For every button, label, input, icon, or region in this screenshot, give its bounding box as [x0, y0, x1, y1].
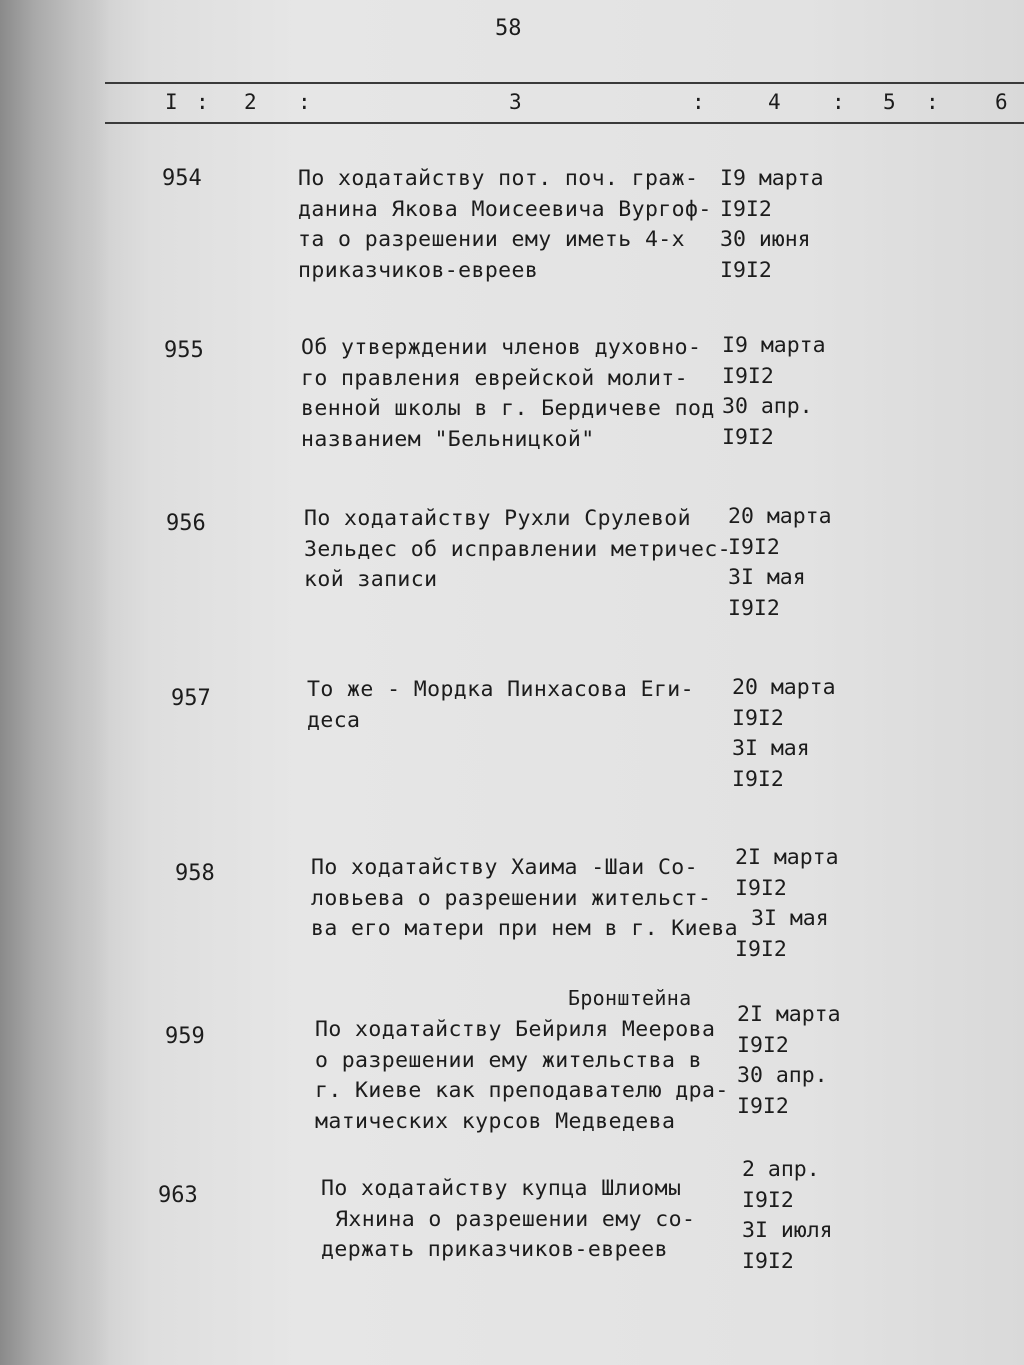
column-header-1: I [165, 90, 178, 114]
entry-line: По ходатайству пот. поч. граж- [298, 166, 699, 191]
header-rule-top [105, 82, 1024, 84]
entry-text [307, 675, 694, 736]
entry-line: приказчиков-евреев [298, 257, 539, 283]
entry-number: 956 [166, 511, 206, 536]
column-header-5: 5 [883, 90, 896, 114]
entry-line: По ходатайству Хаима -Шаи Со- [311, 855, 698, 880]
entry-line: г. Киеве как преподавателю дра- [315, 1078, 729, 1103]
entry-line: По ходатайству Бейриля Меерова [315, 1017, 716, 1042]
entry-number: 958 [175, 861, 215, 886]
entry-line: о разрешении ему жительства в [315, 1047, 702, 1073]
entry-dates [735, 843, 839, 965]
entry-number: 963 [158, 1183, 198, 1208]
entry-line: По ходатайству Рухли Срулевой [304, 506, 691, 531]
entry-text [321, 1174, 695, 1266]
entry-line: матических курсов Медведева [315, 1108, 676, 1134]
entry-line: та о разрешении ему иметь 4-х [298, 227, 685, 252]
entry-dates [737, 1000, 841, 1122]
date-end-year: I9I2 [735, 936, 787, 962]
entry-number: 955 [164, 338, 204, 363]
column-separator: : [926, 90, 939, 114]
handwritten-insertion: Бронштейна [568, 986, 692, 1010]
entry-dates [732, 673, 836, 795]
entry-line: держать приказчиков-евреев [321, 1237, 668, 1262]
date-start-year: I9I2 [722, 363, 774, 389]
entry-number: 954 [162, 166, 202, 191]
entry-line: ва его матери при нем в г. Киева [311, 916, 739, 941]
entry-dates [722, 331, 826, 453]
page-number: 58 [495, 16, 522, 41]
entry-line: кой записи [304, 567, 438, 592]
column-separator: : [832, 90, 845, 114]
entry-line: го правления еврейской молит- [301, 365, 688, 391]
column-header-4: 4 [768, 90, 781, 114]
date-start-year: I9I2 [735, 875, 787, 901]
entry-line: ловьева о разрешении жительст- [311, 885, 712, 911]
date-end-year: I9I2 [728, 595, 780, 621]
entry-text [315, 1015, 729, 1137]
date-end: 3I мая [728, 565, 806, 590]
entry-text [311, 853, 738, 945]
column-header-6: 6 [995, 90, 1008, 114]
date-end: 30 апр. [722, 394, 813, 419]
date-end: 30 июня [720, 227, 811, 252]
entry-line: Яхнина о разрешении ему со- [335, 1206, 696, 1232]
entry-number: 957 [171, 686, 211, 711]
column-separator: : [298, 90, 311, 114]
entry-line: То же - Мордка Пинхасова Еги- [307, 677, 694, 702]
date-end-year: I9I2 [720, 257, 772, 283]
column-header-2: 2 [244, 90, 257, 114]
entry-line: деса [307, 707, 361, 733]
date-start: I9 марта [722, 333, 826, 358]
entry-line: По ходатайству купца Шлиомы [321, 1176, 682, 1201]
entry-text [304, 504, 731, 596]
binding-shadow [0, 0, 110, 1365]
date-start-year: I9I2 [742, 1187, 794, 1213]
entry-line: Об утверждении членов духовно- [301, 335, 702, 360]
date-end: 30 апр. [737, 1063, 828, 1088]
header-rule-bottom [105, 122, 1024, 124]
entry-line: названием "Бельницкой" [301, 426, 595, 452]
column-header-3: 3 [509, 90, 522, 114]
entry-line: венной школы в г. Бердичеве под [301, 396, 715, 421]
date-start-year: I9I2 [732, 705, 784, 731]
column-separator: : [692, 90, 705, 114]
date-end-year: I9I2 [732, 766, 784, 792]
date-end-year: I9I2 [742, 1248, 794, 1274]
date-end-year: I9I2 [722, 424, 774, 450]
entry-line: Зельдес об исправлении метричес- [304, 536, 732, 562]
date-start: 20 марта [732, 675, 836, 700]
date-start: 2I марта [737, 1002, 841, 1027]
date-start: 2I марта [735, 845, 839, 870]
date-start: 2 апр. [742, 1157, 820, 1182]
date-end: 3I мая [732, 736, 810, 761]
date-end: 3I мая [751, 906, 829, 931]
entry-dates [728, 502, 832, 624]
entry-dates [742, 1155, 833, 1277]
date-start-year: I9I2 [720, 196, 772, 222]
entry-dates [720, 164, 824, 286]
date-end: 3I июля [742, 1218, 833, 1243]
entry-line: данина Якова Моисеевича Вургоф- [298, 196, 712, 222]
entry-number: 959 [165, 1024, 205, 1049]
column-separator: : [196, 90, 209, 114]
entry-text [301, 333, 715, 455]
date-end-year: I9I2 [737, 1093, 789, 1119]
entry-text [298, 164, 712, 286]
date-start: 20 марта [728, 504, 832, 529]
date-start-year: I9I2 [737, 1032, 789, 1058]
date-start-year: I9I2 [728, 534, 780, 560]
date-start: I9 марта [720, 166, 824, 191]
